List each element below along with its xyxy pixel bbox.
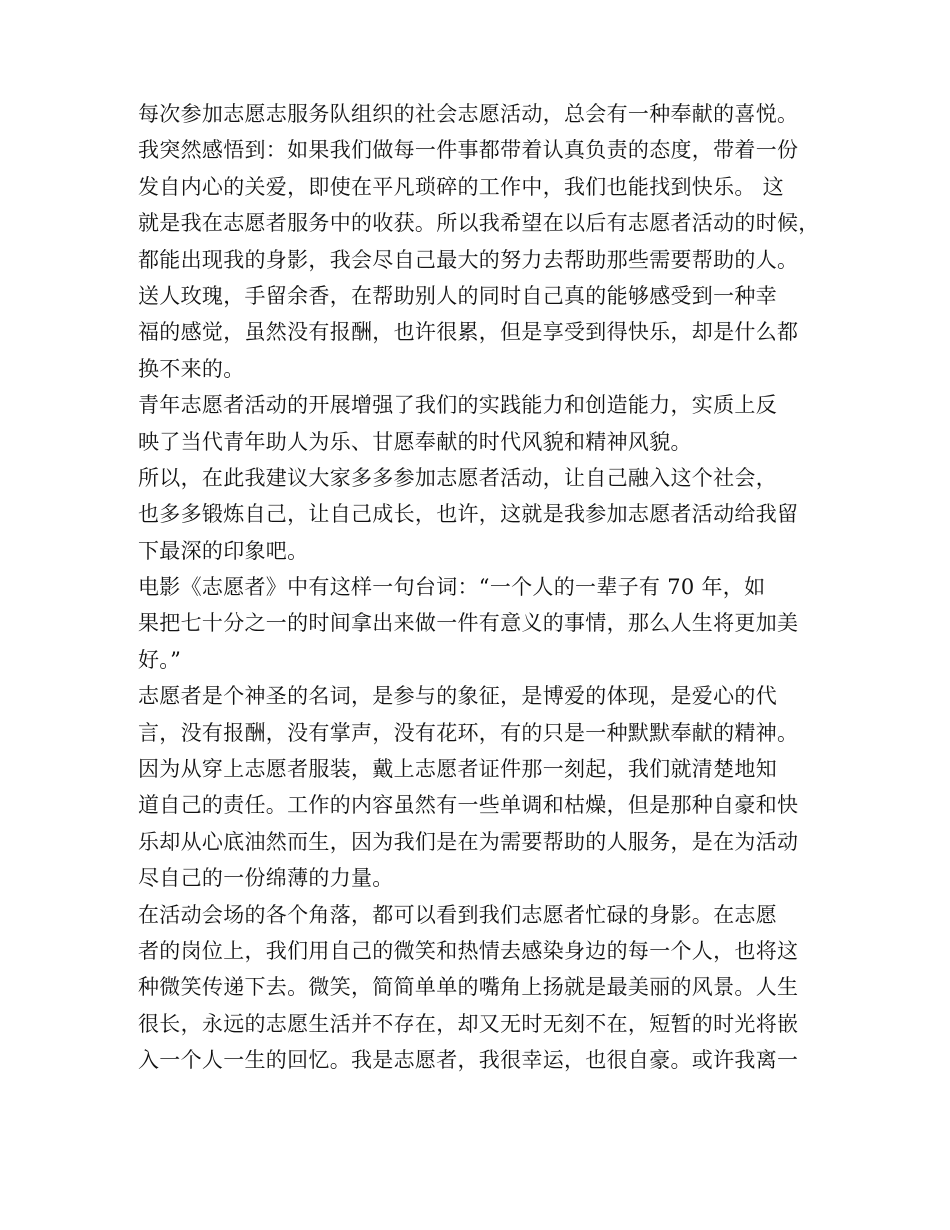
text-line: 乐却从心底油然而生，因为我们是在为需要帮助的人服务，是在为活动: [138, 829, 799, 854]
text-line: 送人玫瑰，手留余香，在帮助别人的同时自己真的能够感受到一种幸: [138, 283, 777, 308]
text-line: 入一个人一生的回忆。我是志愿者，我很幸运，也很自豪。或许我离一: [138, 1048, 799, 1073]
text-line: 都能出现我的身影，我会尽自己最大的努力去帮助那些需要帮助的人。: [138, 247, 799, 272]
text-line: 果把七十分之一的时间拿出来做一件有意义的事情，那么人生将更加美: [138, 611, 799, 636]
text-line: 就是我在志愿者服务中的收获。所以我希望在以后有志愿者活动的时候，: [138, 211, 820, 236]
text-line: 因为从穿上志愿者服装，戴上志愿者证件那一刻起，我们就清楚地知: [138, 757, 777, 782]
text-line: 在活动会场的各个角落，都可以看到我们志愿者忙碌的身影。在志愿: [138, 902, 777, 927]
text-line: 下最深的印象吧。: [138, 538, 309, 563]
text-line: 所以，在此我建议大家多多参加志愿者活动，让自己融入这个社会，: [138, 465, 777, 490]
text-line: 发自内心的关爱，即使在平凡琐碎的工作中，我们也能找到快乐。 这: [138, 174, 784, 199]
text-line: 也多多锻炼自己，让自己成长，也许，这就是我参加志愿者活动给我留: [138, 502, 799, 527]
text-line: 种微笑传递下去。微笑，简简单单的嘴角上扬就是最美丽的风景。人生: [138, 975, 799, 1000]
text-line: 言，没有报酬，没有掌声，没有花环，有的只是一种默默奉献的精神。: [138, 720, 799, 745]
text-line: 青年志愿者活动的开展增强了我们的实践能力和创造能力，实质上反: [138, 393, 777, 418]
document-body: [138, 96, 838, 1079]
text-line: 道自己的责任。工作的内容虽然有一些单调和枯燥，但是那种自豪和快: [138, 793, 799, 818]
text-line: 换不来的。: [138, 356, 245, 381]
text-line: 映了当代青年助人为乐、甘愿奉献的时代风貌和精神风貌。: [138, 429, 692, 454]
text-line: 很长，永远的志愿生活并不存在，却又无时无刻不在，短暂的时光将嵌: [138, 1011, 799, 1036]
text-line: 志愿者是个神圣的名词，是参与的象征，是博爱的体现，是爱心的代: [138, 684, 777, 709]
text-line: 好。”: [138, 647, 182, 672]
text-line: 电影《志愿者》中有这样一句台词：“一个人的一辈子有 70 年，如: [138, 575, 766, 600]
text-line: 福的感觉，虽然没有报酬，也许很累，但是享受到得快乐，却是什么都: [138, 320, 799, 345]
text-line: 者的岗位上，我们用自己的微笑和热情去感染身边的每一个人，也将这: [138, 938, 799, 963]
text-line: 每次参加志愿志服务队组织的社会志愿活动，总会有一种奉献的喜悦。: [138, 102, 799, 126]
text-line: 我突然感悟到：如果我们做每一件事都带着认真负责的态度，带着一份: [138, 138, 799, 163]
text-line: 尽自己的一份绵薄的力量。: [138, 866, 394, 891]
